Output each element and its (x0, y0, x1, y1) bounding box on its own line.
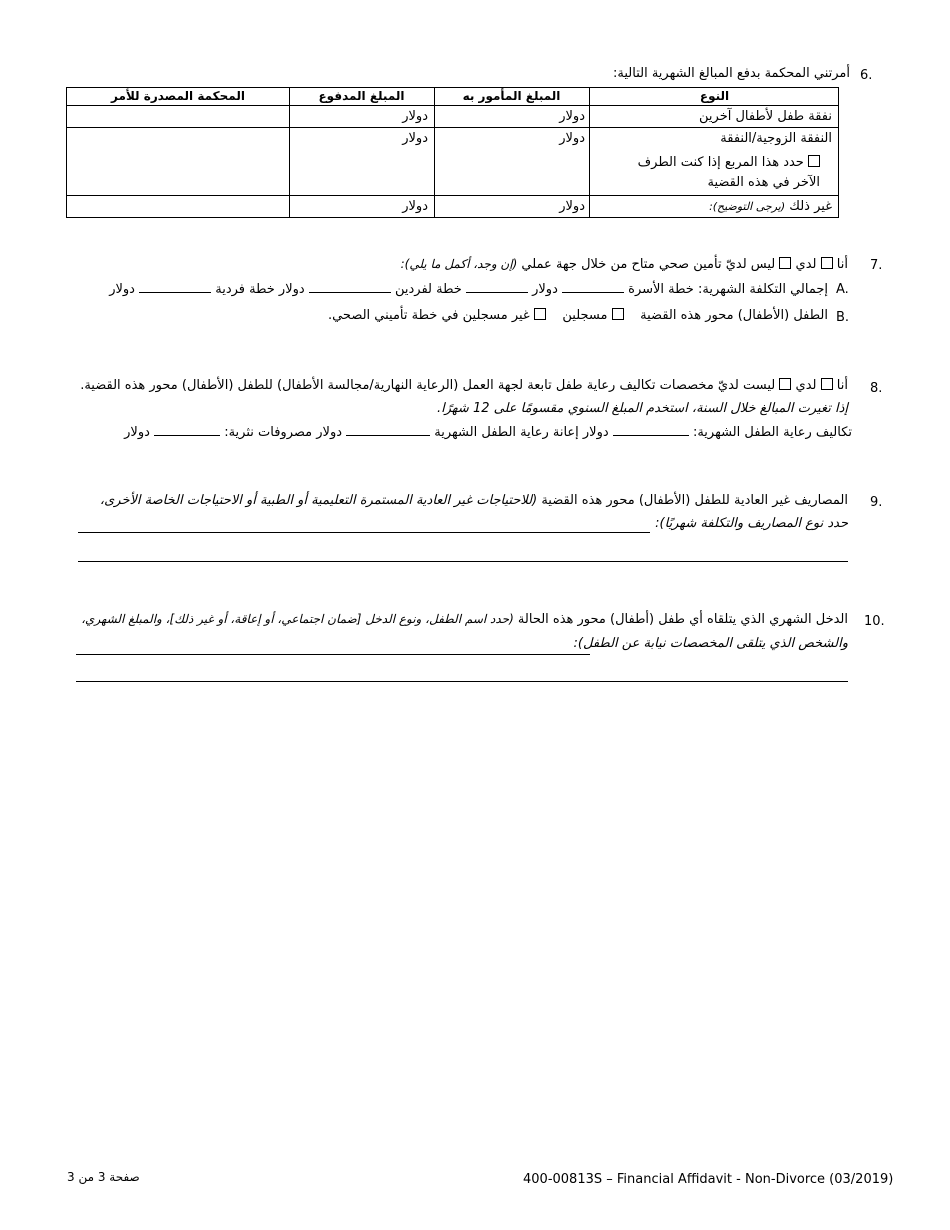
header-type: النوع (699, 89, 730, 103)
q6-text: أمرتني المحكمة بدفع المبالغ الشهرية التالية: (613, 66, 850, 81)
row3-paid-dollar: دولار (402, 199, 428, 214)
q10-text: الدخل الشهري الذي يتلقاه أي طفل (أطفال) محور هذه الحالة (517, 612, 848, 627)
q10-answer-line-1[interactable] (76, 654, 590, 655)
q7-a-dollar1: دولار (532, 282, 558, 297)
q8-i: أنا (836, 378, 848, 393)
q7-have-not: ليس لديّ تأمين صحي متاح من خلال جهة عملي (521, 257, 776, 272)
q7-b-text: الطفل (الأطفال) محور هذه القضية (640, 308, 828, 323)
two-person-plan-field[interactable] (466, 280, 528, 293)
q9-line1 (100, 493, 848, 508)
court-orders-table (66, 87, 839, 218)
q8-number: 8. (870, 381, 883, 396)
q10-line2: والشخص الذي يتلقى المخصصات نيابة عن الطفل): (573, 636, 848, 651)
q8-line (80, 378, 848, 393)
two-person-amount-field[interactable] (309, 280, 391, 293)
q7-line (401, 257, 848, 272)
q7-b-enrolled: مسجلين (562, 308, 608, 323)
q7-have-checkbox[interactable] (821, 257, 833, 269)
other-party-label-2: الآخر في هذه القضية (707, 175, 820, 190)
q7-a-label: A. (836, 282, 849, 297)
row2-paid-dollar: دولار (402, 131, 428, 146)
row3-ordered-dollar: دولار (559, 199, 585, 214)
childcare-cost-field[interactable] (613, 423, 689, 436)
q10-answer-line-2[interactable] (76, 681, 848, 682)
header-paid-amount: المبلغ المدفوع (318, 89, 405, 103)
other-party-checkbox[interactable] (808, 155, 820, 167)
childcare-aid-field[interactable] (346, 423, 430, 436)
q6-number: 6. (860, 68, 873, 83)
row1-paid-dollar: دولار (402, 109, 428, 124)
other-party-label: حدد هذا المربع إذا كنت الطرف (637, 155, 804, 170)
q7-have: لدي (795, 257, 817, 272)
q9-text: المصاريف غير العادية للطفل (الأطفال) محور هذه القضية (541, 493, 848, 508)
enrolled-checkbox[interactable] (612, 308, 624, 320)
q10-text-italic: (حدد اسم الطفل، ونوع الدخل [ضمان اجتماعي، أو إعاقة، أو غير ذلك]، والمبلغ الشهري، (81, 612, 514, 626)
q7-a-dollar3: دولار (109, 282, 135, 297)
row1-type: نفقة طفل لأطفال آخرين (699, 109, 832, 124)
misc-expenses-field[interactable] (154, 423, 220, 436)
q7-b-line (328, 308, 828, 323)
q7-b-not-enrolled: غير مسجلين في خطة تأميني الصحي. (327, 308, 530, 323)
q7-a-line (109, 280, 828, 297)
family-plan-field[interactable] (562, 280, 624, 293)
row2-type: النفقة الزوجية/النفقة (720, 131, 832, 146)
q10-line1 (81, 612, 848, 627)
row1-ordered-dollar: دولار (559, 109, 585, 124)
q9-text-italic: (للاحتياجات غير العادية المستمرة التعليمية أو الطبية أو الاحتياجات الخاصة الأخرى، (99, 493, 538, 508)
q7-b-label: B. (836, 310, 850, 325)
q8-dollar-aid: دولار إعانة رعاية الطفل الشهرية (434, 425, 609, 440)
q7-a-dollar-individual: دولار خطة فردية (215, 282, 305, 297)
other-party-checkbox-row (638, 155, 820, 170)
q7-hint: (إن وجد، أكمل ما يلي): (400, 257, 518, 271)
q7-a-text: إجمالي التكلفة الشهرية: خطة الأسرة (628, 282, 828, 297)
form-id: 400-00813S – Financial Affidavit - Non-Divorce (03/2019) (523, 1172, 894, 1187)
individual-plan-field[interactable] (139, 280, 211, 293)
q10-number: 10. (864, 614, 885, 629)
q9-answer-line-1[interactable] (78, 532, 650, 533)
not-enrolled-checkbox[interactable] (534, 308, 546, 320)
q8-dollar-end: دولار (124, 425, 150, 440)
q7-a-two: خطة لفردين (394, 282, 462, 297)
q9-number: 9. (870, 495, 883, 510)
q8-have: لدي (795, 378, 817, 393)
row3-type (709, 199, 832, 214)
q8-have-checkbox[interactable] (821, 378, 833, 390)
q9-line2: حدد نوع المصاريف والتكلفة شهريًا): (655, 516, 848, 531)
q8-costs-label: تكاليف رعاية الطفل الشهرية: (692, 425, 852, 440)
row3-hint: (يرجى التوضيح): (709, 200, 786, 213)
row3-type-label: غير ذلك (789, 199, 832, 214)
q7-i: أنا (836, 257, 848, 272)
q7-have-not-checkbox[interactable] (779, 257, 791, 269)
header-issuing-court: المحكمة المصدرة للأمر (111, 89, 245, 103)
q9-answer-line-2[interactable] (78, 561, 848, 562)
q8-text: ليست لديّ مخصصات تكاليف رعاية طفل تابعة لجهة العمل (الرعاية النهارية/مجالسة الأطفال) للطفل (الأطفال) محور هذه القضية. (80, 378, 776, 393)
q8-dollar-misc: دولار مصروفات نثرية: (224, 425, 343, 440)
q7-number: 7. (870, 258, 883, 273)
header-ordered-amount: المبلغ المأمور به (462, 89, 561, 103)
q8-costs-line (124, 423, 852, 440)
q8-note: إذا تغيرت المبالغ خلال السنة، استخدم المبلغ السنوي مقسومًا على 12 شهرًا. (437, 401, 848, 416)
page-number: صفحة 3 من 3 (67, 1170, 140, 1184)
q8-have-not-checkbox[interactable] (779, 378, 791, 390)
row2-ordered-dollar: دولار (559, 131, 585, 146)
